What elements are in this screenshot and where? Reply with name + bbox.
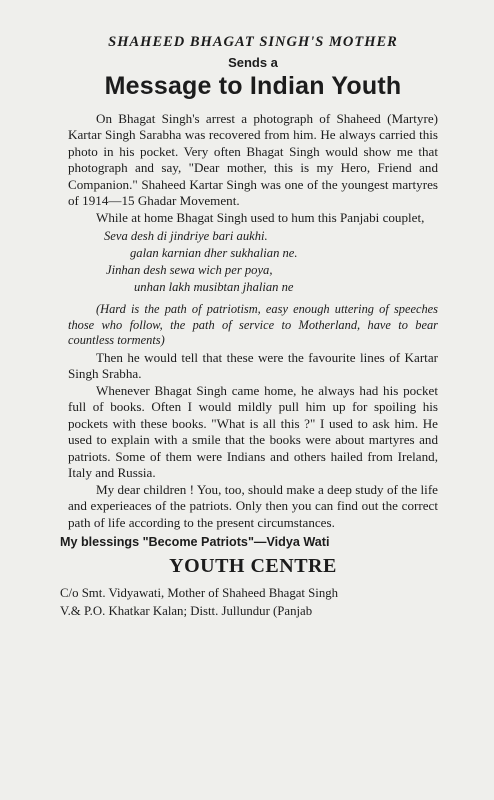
organization-name: YOUTH CENTRE xyxy=(169,555,337,577)
poem-line: Seva desh di jindriye bari aukhi. xyxy=(104,229,268,243)
poem-line: unhan lakh musibtan jhalian ne xyxy=(134,280,294,294)
paragraph-books: Whenever Bhagat Singh came home, he always had his pocket full of books. Often I would mildly pull him up for spoiling his pockets with these books. "What is all this ?" I used to ask him. He used to explain with a smile that the books were about martyres and patriots. Some of them were Indians and others hailed from Ireland, Italy and Russia. xyxy=(68,382,438,480)
poem-line: galan karnian dher sukhalian ne. xyxy=(130,246,298,260)
punjabi-couplet xyxy=(68,228,438,296)
headline: Message to Indian Youth xyxy=(104,71,402,100)
couplet-translation: (Hard is the path of patriotism, easy enough uttering of speeches those who follow, the path of service to Motherland, have to bear countless torments) xyxy=(68,302,438,347)
poem-line: Jinhan desh sewa wich per poya, xyxy=(106,263,273,277)
paragraph-couplet-intro: While at home Bhagat Singh used to hum this Panjabi couplet, xyxy=(96,209,425,225)
paragraph-dear-children: My dear children ! You, too, should make a deep study of the life and experieaces of the patriots. Only then you can find out the correct path of life according to the present circumstances. xyxy=(68,481,438,530)
address-line: C/o Smt. Vidyawati, Mother of Shaheed Bhagat Singh xyxy=(60,586,339,600)
sends-line: Sends a xyxy=(228,54,278,70)
signoff-blessings: My blessings "Become Patriots"—Vidya Wati xyxy=(60,535,330,549)
address-line: V.& P.O. Khatkar Kalan; Distt. Jullundur (Panjab xyxy=(60,604,313,618)
kicker-line: SHAHEED BHAGAT SINGH'S MOTHER xyxy=(108,34,398,50)
paragraph-favourite-lines: Then he would tell that these were the favourite lines of Kartar Singh Srabha. xyxy=(68,349,438,381)
paragraph-arrest-photo: On Bhagat Singh's arrest a photograph of Shaheed (Martyre) Kartar Singh Sarabha was recovered from him. He always carried this photo in his pocket. Very often Bhagat Singh would show me that photograph and say, "Dear mother, this is my Hero, Friend and Companion." Shaheed Kartar Singh was one of the youngest martyres of 1914—15 Ghadar Movement. xyxy=(68,110,438,208)
